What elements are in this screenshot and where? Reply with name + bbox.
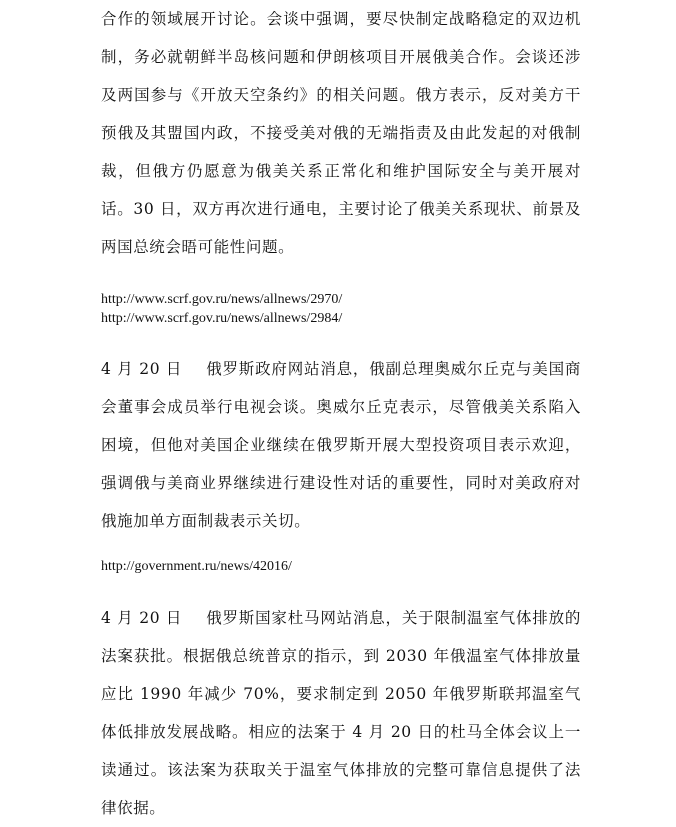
news-paragraph — [101, 350, 581, 540]
news-paragraph — [101, 0, 581, 266]
source-link[interactable]: http://government.ru/news/42016/ — [101, 559, 292, 574]
source-link[interactable]: http://www.scrf.gov.ru/news/allnews/2984/ — [101, 311, 343, 326]
news-text: 俄罗斯政府网站消息，俄副总理奥威尔丘克与美国商会董事会成员举行电视会谈。奥威尔丘克表示，尽管俄美关系陷入困境，但他对美国企业继续在俄罗斯开展大型投资项目表示欢迎，强调俄与美商业界继续进行建设性对话的重要性，同时对美政府对俄施加单方面制裁表示关切。 — [101, 360, 581, 530]
news-date: 4 月 20 日 — [101, 360, 183, 378]
source-link[interactable]: http://www.scrf.gov.ru/news/allnews/2970/ — [101, 292, 343, 307]
news-text: 俄罗斯国家杜马网站消息，关于限制温室气体排放的法案获批。根据俄总统普京的指示，到 2030 年俄温室气体排放量应比 1990 年减少 70%，要求制定到 2050 年俄罗斯联邦温室气体低排放发展战略。相应的法案于 4 月 20 日的杜马全体会议上一读通过。该法案为获取关于温室气体排放的完整可靠信息提供了法律依据。 — [101, 609, 581, 817]
news-date: 4 月 20 日 — [101, 609, 183, 627]
news-text: 合作的领域展开讨论。会谈中强调，要尽快制定战略稳定的双边机制，务必就朝鲜半岛核问题和伊朗核项目开展俄美合作。会谈还涉及两国参与《开放天空条约》的相关问题。俄方表示，反对美方干预俄及其盟国内政，不接受美对俄的无端指责及由此发起的对俄制裁，但俄方仍愿意为俄美关系正常化和维护国际安全与美开展对话。30 日，双方再次进行通电，主要讨论了俄美关系现状、前景及两国总统会晤可能性问题。 — [101, 10, 581, 256]
